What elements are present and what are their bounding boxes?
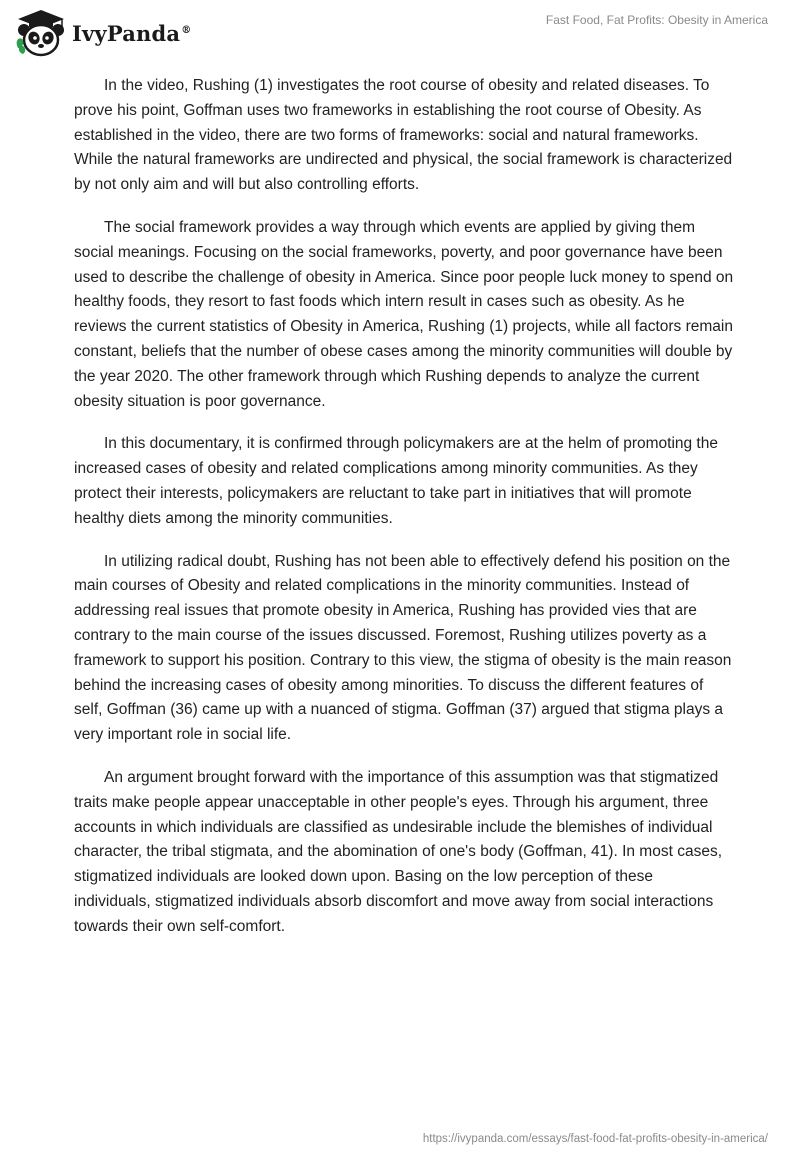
paragraph: The social framework provides a way through which events are applied by giving them social meanings. Focusing on the social frameworks, poverty, and poor governance have been used to describe the challenge of obesity in America. Since poor people luck money to spend on healthy foods, they resort to fast foods which intern result in cases such as obesity. As he reviews the current statistics of Obesity in America, Rushing (1) projects, while all factors remain constant, beliefs that the number of obese cases among the minority communities will double by the year 2020. The other framework through which Rushing depends to analyze the current obesity situation is poor governance. xyxy=(74,218,734,410)
essay-body xyxy=(74,74,734,958)
document-title: Fast Food, Fat Profits: Obesity in America xyxy=(545,13,768,27)
panda-logo-icon xyxy=(14,8,68,58)
page-header xyxy=(0,0,800,70)
paragraph: In utilizing radical doubt, Rushing has not been able to effectively defend his position on the main courses of Obesity and related complications in the minority communities. Instead of addressing real issues that promote obesity in America, Rushing has provided vies that are contrary to the main course of the issues discussed. Foremost, Rushing utilizes poverty as a framework to support his position. Contrary to this view, the stigma of obesity is the main reason behind the increasing cases of obesity among minorities. To discuss the different features of self, Goffman (36) came up with a nuanced of stigma. Goffman (37) argued that stigma plays a very important role in social life. xyxy=(74,552,732,744)
source-url[interactable]: https://ivypanda.com/essays/fast-food-fat-profits-obesity-in-america/ xyxy=(422,1133,768,1145)
ivypanda-logo[interactable] xyxy=(14,8,191,58)
paragraph: An argument brought forward with the importance of this assumption was that stigmatized traits make people appear unacceptable in other people's eyes. Through his argument, three accounts in which individuals are classified as undesirable include the blemishes of individual character, the tribal stigmata, and the abomination of one's body (Goffman, 41). In most cases, stigmatized individuals are looked down upon. Basing on the low perception of these individuals, stigmatized individuals absorb discomfort and move away from social interactions towards their own self-comfort. xyxy=(74,768,722,935)
paragraph: In this documentary, it is confirmed through policymakers are at the helm of promoting the increased cases of obesity and related complications among minority communities. As they protect their interests, policymakers are reluctant to take part in initiatives that will promote healthy diets among the minority communities. xyxy=(74,435,718,527)
brand-name: IvyPanda® xyxy=(72,20,192,46)
registered-mark: ® xyxy=(181,24,192,36)
paragraph: In the video, Rushing (1) investigates the root course of obesity and related diseases. To prove his point, Goffman uses two frameworks in establishing the root course of Obesity. As established in the video, there are two forms of frameworks: social and natural frameworks. While the natural frameworks are undirected and physical, the social framework is characterized by not only aim and will but also controlling efforts. xyxy=(74,77,733,194)
